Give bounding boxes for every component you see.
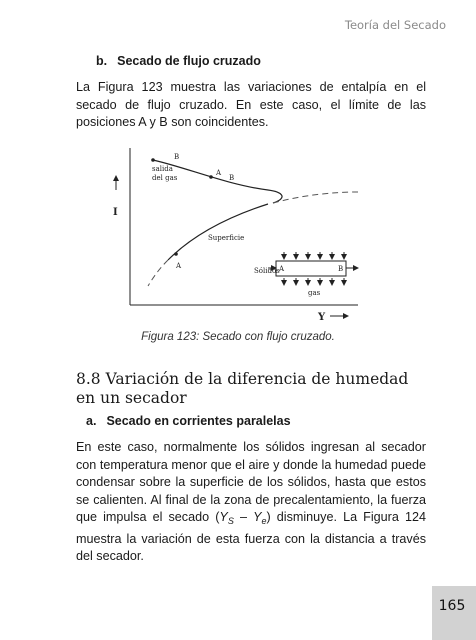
enthalpy-diagram bbox=[108, 140, 366, 332]
solids-box bbox=[276, 261, 346, 276]
subsection-title: Secado en corrientes paralelas bbox=[106, 414, 291, 428]
page-number: 165 bbox=[438, 598, 466, 614]
surface-curve bbox=[168, 204, 268, 260]
var-y-e: Y bbox=[253, 510, 262, 524]
subscript-e: e bbox=[261, 516, 267, 526]
point-a-low-label: A bbox=[176, 262, 182, 270]
surface-curve-dashed-upper bbox=[273, 192, 358, 203]
dash: – bbox=[233, 510, 254, 524]
gas-flow-arrows bbox=[284, 252, 344, 285]
running-header: Teoría del Secado bbox=[344, 18, 446, 32]
page-number-tab bbox=[432, 586, 476, 640]
subsection-letter: b. bbox=[96, 54, 108, 68]
subsection-heading-a bbox=[86, 414, 291, 428]
point-a-mid-label: A bbox=[216, 169, 222, 177]
solidos-label: Sólidos bbox=[254, 267, 280, 275]
y-axis-label: I bbox=[113, 207, 118, 218]
body-paragraph: La Figura 123 muestra las variaciones de entalpía en el secado de flujo cruzado. En este caso, el límite de las posiciones A y B son coincidentes. bbox=[76, 80, 426, 129]
subsection-title: Secado de flujo cruzado bbox=[117, 54, 261, 68]
gas-label: gas bbox=[308, 289, 321, 297]
x-axis-label: Y bbox=[318, 312, 326, 323]
box-b-label: B bbox=[338, 265, 344, 273]
point-a-low bbox=[174, 252, 178, 256]
salida-label-line1: salida bbox=[152, 165, 173, 173]
point-a-mid bbox=[209, 175, 213, 179]
superficie-label: Superficie bbox=[208, 234, 245, 242]
figure-diagram bbox=[108, 140, 366, 332]
surface-curve-dashed-lower bbox=[148, 260, 168, 286]
figure-caption: Figura 123: Secado con flujo cruzado. bbox=[141, 331, 335, 343]
body-paragraph-2 bbox=[76, 439, 426, 566]
box-a-label: A bbox=[279, 265, 285, 273]
paragraph-text-1: En este caso, normalmente los sólidos ingresan al secador con temperatura menor que el aire y donde la humedad puede condensar sobre la superficie de los sólidos, hasta que estos se calienten. Al final de la zona de precalentamiento, la fuerza que impulsa el secado ( bbox=[76, 440, 426, 524]
subsection-letter: a. bbox=[86, 414, 97, 428]
salida-label-line2: del gas bbox=[152, 174, 178, 182]
subscript-s: S bbox=[227, 516, 234, 526]
paragraph-text-2: ) disminuye. La Figura 124 muestra la variación de esta fuerza con la distancia a través del secador. bbox=[76, 510, 426, 563]
subsection-heading-b bbox=[96, 54, 261, 68]
point-b-top bbox=[151, 158, 155, 162]
point-b-mid-label: B bbox=[229, 174, 235, 182]
section-heading: 8.8 Variación de la diferencia de humedad en un secador bbox=[76, 370, 409, 407]
point-b-top-label: B bbox=[174, 153, 180, 161]
var-y-s: Y bbox=[219, 510, 228, 524]
